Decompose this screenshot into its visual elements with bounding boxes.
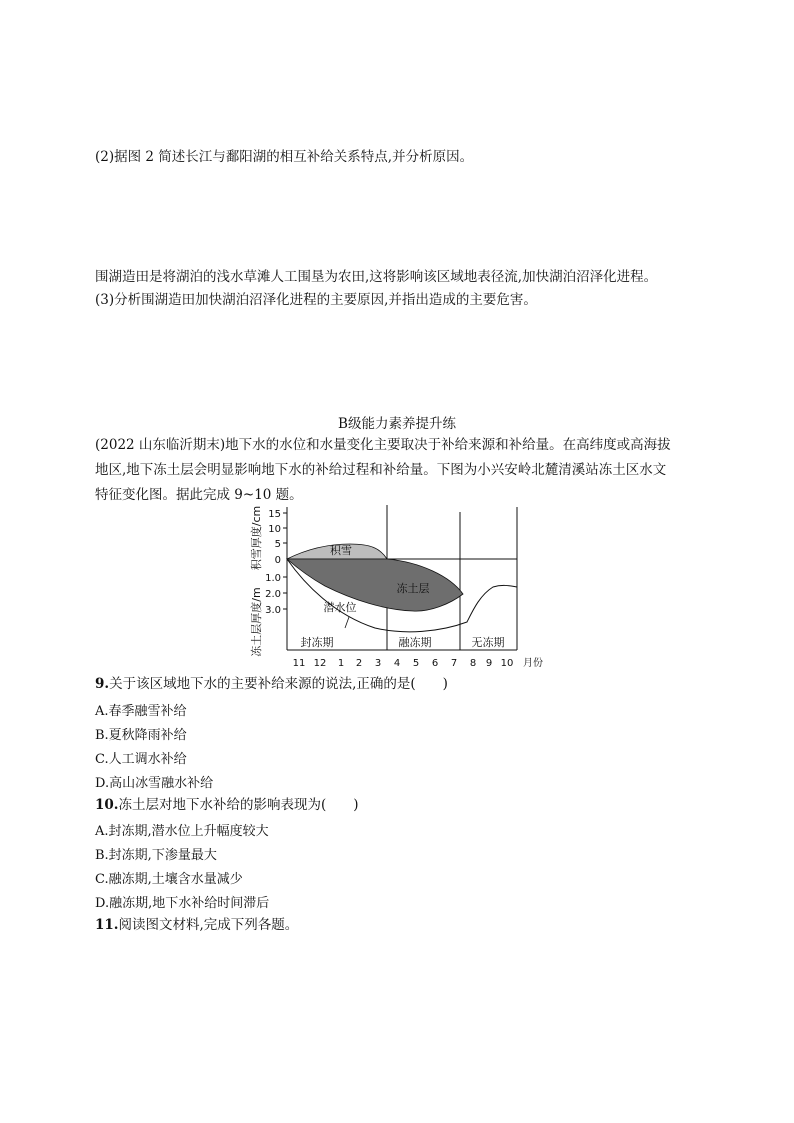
x-tick-label: 12: [313, 658, 327, 669]
y-ticks-top: [268, 509, 287, 566]
water-table-pointer: [345, 617, 349, 628]
q10-option-a[interactable]: A.封冻期,潜水位上升幅度较大: [95, 824, 269, 839]
question-11: [95, 916, 298, 934]
question-number: 9.: [95, 676, 110, 692]
x-tick-label: 2: [355, 658, 363, 669]
x-tick-label: 6: [431, 658, 439, 669]
q9-option-b[interactable]: B.夏秋降雨补给: [95, 728, 187, 743]
x-ticks: [293, 657, 543, 669]
x-tick-label: 1: [337, 658, 345, 669]
y-tick-15: 15: [268, 509, 281, 520]
intro-line-2: 地区,地下冻土层会明显影响地下水的补给过程和补给量。下图为小兴安岭北麓清溪站冻土区水文: [95, 462, 667, 478]
question-text: 阅读图文材料,完成下列各题。: [118, 917, 299, 933]
x-tick-label: 4: [393, 658, 401, 669]
q9-option-d[interactable]: D.高山冰雪融水补给: [95, 776, 214, 791]
x-tick-label: 11: [292, 658, 306, 669]
q10-option-c[interactable]: C.融冻期,土壤含水量减少: [95, 872, 243, 887]
intro-line-1: (2022 山东临沂期末)地下水的水位和水量变化主要取决于补给来源和补给量。在高纬度或高海拔: [95, 437, 671, 453]
question-text: 冻土层对地下水补给的影响表现为( ): [118, 797, 359, 813]
question-text: 关于该区域地下水的主要补给来源的说法,正确的是( ): [109, 676, 448, 692]
y-tick-0: 0: [274, 555, 281, 566]
label-freeze-period: 封冻期: [300, 636, 334, 649]
y-tick-2: 2.0: [265, 589, 281, 600]
context-paragraph: 围湖造田是将湖泊的浅水草滩人工围垦为农田,这将影响该区域地表径流,加快湖泊沼泽化进程。: [95, 269, 658, 285]
section-b-title: B级能力素养提升练: [338, 416, 456, 432]
q10-option-d[interactable]: D.融冻期,地下水补给时间滞后: [95, 896, 270, 911]
y-tick-1: 1.0: [265, 573, 281, 584]
question-number: 10.: [95, 797, 119, 813]
y-axis-title-bottom: 冻土层厚度/m: [250, 587, 263, 657]
question-2: (2)据图 2 简述长江与鄱阳湖的相互补给关系特点,并分析原因。: [95, 149, 474, 165]
figure-svg: [245, 500, 545, 675]
y-tick-3: 3.0: [265, 605, 281, 616]
label-frozen: 冻土层: [396, 582, 430, 595]
x-tick-label: 5: [412, 658, 420, 669]
x-tick-label: 7: [450, 658, 458, 669]
question-9: [95, 675, 448, 693]
y-tick-5: 5: [274, 539, 281, 550]
question-number: 11.: [95, 917, 119, 933]
x-tick-label: 8: [469, 658, 477, 669]
intro-line-3: 特征变化图。据此完成 9~10 题。: [95, 487, 303, 503]
label-water-table: 潜水位: [323, 601, 357, 614]
question-10: [95, 796, 359, 814]
question-3: (3)分析围湖造田加快湖泊沼泽化进程的主要原因,并指出造成的主要危害。: [95, 292, 537, 308]
hydrology-figure: [245, 500, 545, 679]
label-free-period: 无冻期: [471, 636, 505, 649]
x-tick-label: 10: [500, 658, 514, 669]
x-tick-label: 9: [485, 658, 493, 669]
q9-option-c[interactable]: C.人工调水补给: [95, 752, 187, 767]
x-axis-unit: 月份: [523, 658, 543, 669]
q9-option-a[interactable]: A.春季融雪补给: [95, 704, 187, 719]
y-ticks-bottom: [265, 573, 287, 616]
q10-option-b[interactable]: B.封冻期,下渗量最大: [95, 848, 217, 863]
label-snow: 积雪: [330, 544, 352, 557]
y-axis-title-top: 积雪厚度/cm: [250, 505, 263, 571]
y-tick-10: 10: [268, 524, 281, 535]
x-tick-label: 3: [374, 658, 382, 669]
frozen-soil-area: [287, 559, 463, 611]
label-thaw-period: 融冻期: [398, 636, 432, 649]
